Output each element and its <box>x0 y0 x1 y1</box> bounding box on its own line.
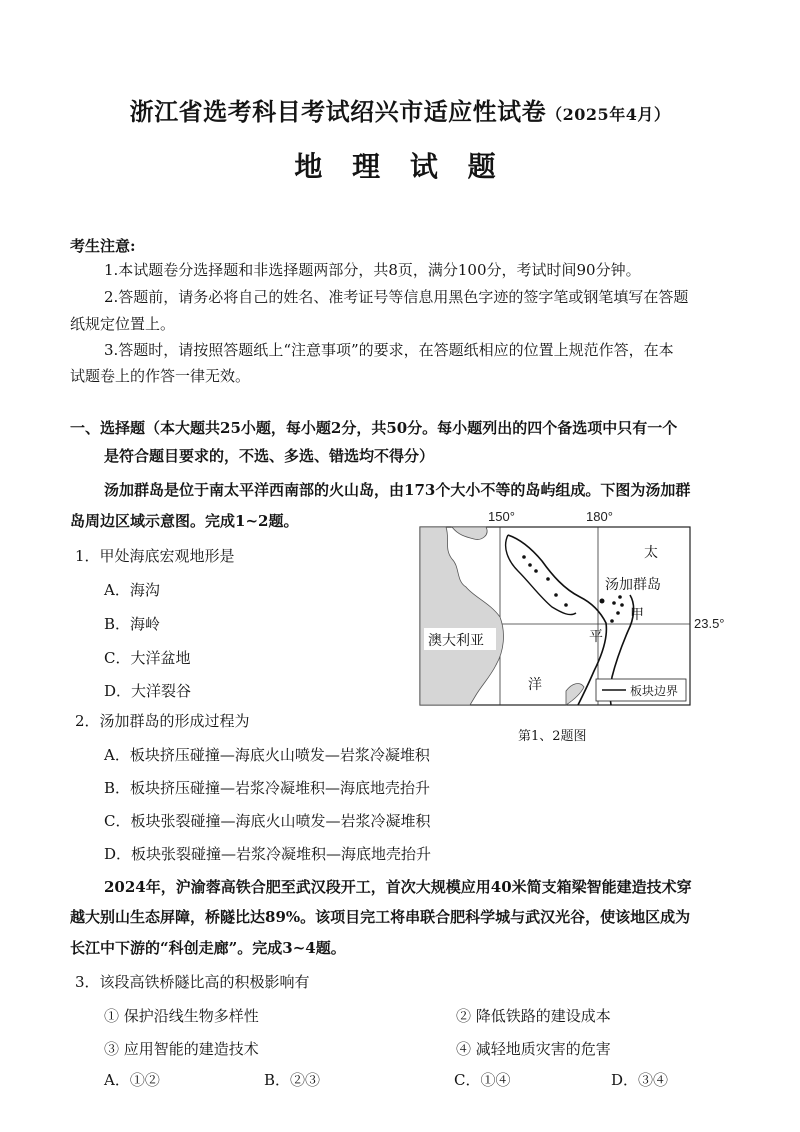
map-label-yang: 洋 <box>528 677 542 693</box>
passage1-line2: 岛周边区域示意图。完成1~2题。 <box>70 512 299 530</box>
notice-item-1: 1.本试题卷分选择题和非选择题两部分，共8页，满分100分，考试时间90分钟。 <box>104 261 641 279</box>
q2-option-d: D．板块张裂碰撞—岩浆冷凝堆积—海底地壳抬升 <box>104 845 432 863</box>
section1-heading-line2: 是符合题目要求的，不选、多选、错选均不得分） <box>104 447 435 465</box>
tonga-region-map <box>416 505 760 745</box>
notice-heading: 考生注意: <box>70 237 136 255</box>
map-label-tai: 太 <box>644 545 658 561</box>
passage1-line1: 汤加群岛是位于南太平洋西南部的火山岛，由173个大小不等的岛屿组成。下图为汤加群 <box>104 481 691 499</box>
island-dot <box>610 619 614 623</box>
map-label-tonga: 汤加群岛 <box>605 577 661 593</box>
q1-option-d: D．大洋裂谷 <box>104 682 192 700</box>
q3-option-a: A．①② <box>104 1071 160 1089</box>
island-dot <box>564 603 568 607</box>
island-dot <box>618 595 622 599</box>
notice-item-2: 2.答题前，请务必将自己的姓名、准考证号等信息用黑色字迹的签字笔或钢笔填写在答题 <box>104 288 689 306</box>
section1-heading-line1: 一、选择题（本大题共25小题，每小题2分，共50分。每小题列出的四个备选项中只有一个 <box>70 419 678 437</box>
passage2-line3: 长江中下游的“科创走廊”。完成3~4题。 <box>70 939 346 957</box>
map-label-australia: 澳大利亚 <box>428 633 484 649</box>
q3-item-2: ② 降低铁路的建设成本 <box>456 1007 611 1025</box>
notice-item-3-cont: 试题卷上的作答一律无效。 <box>70 367 251 385</box>
q3-option-c: C．①④ <box>454 1071 511 1089</box>
island-dot <box>616 611 620 615</box>
q1-option-c: C．大洋盆地 <box>104 649 191 667</box>
q1-stem: 1．甲处海底宏观地形是 <box>75 547 235 565</box>
map-legend-label: 板块边界 <box>630 684 679 698</box>
island-dot <box>546 577 550 581</box>
q3-option-b: B．②③ <box>264 1071 321 1089</box>
notice-item-3: 3.答题时，请按照答题纸上“注意事项”的要求，在答题纸相应的位置上规范作答，在本 <box>104 341 674 359</box>
q2-stem: 2．汤加群岛的形成过程为 <box>75 712 250 730</box>
map-lat-label: 23.5° <box>694 616 725 631</box>
q3-item-1: ① 保护沿线生物多样性 <box>104 1007 259 1025</box>
passage2-line1: 2024年，沪渝蓉高铁合肥至武汉段开工，首次大规模应用40米简支箱梁智能建造技术穿 <box>104 878 692 896</box>
q1-option-b: B．海岭 <box>104 615 161 633</box>
q3-stem: 3．该段高铁桥隧比高的积极影响有 <box>75 973 310 991</box>
notice-item-2-cont: 纸规定位置上。 <box>70 315 176 333</box>
island-dot <box>600 599 605 604</box>
q3-item-3: ③ 应用智能的建造技术 <box>104 1040 259 1058</box>
passage2-line2: 越大别山生态屏障，桥隧比达89%。该项目完工将串联合肥科学城与武汉光谷，使该地区成为 <box>70 908 691 926</box>
island-dot <box>528 563 532 567</box>
subject-title: 地 理 试 题 <box>294 150 506 183</box>
exam-date: （2025年4月） <box>546 105 671 124</box>
exam-title-text: 浙江省选考科目考试绍兴市适应性试卷 <box>129 97 547 126</box>
map-svg <box>416 505 760 745</box>
island-dot <box>612 601 616 605</box>
map-lon-150: 150° <box>488 509 515 524</box>
q2-option-b: B．板块挤压碰撞—岩浆冷凝堆积—海底地壳抬升 <box>104 779 431 797</box>
map-label-jia: 甲 <box>630 607 644 623</box>
island-dot <box>620 603 624 607</box>
q2-option-c: C．板块张裂碰撞—海底火山喷发—岩浆冷凝堆积 <box>104 812 431 830</box>
q3-option-d: D．③④ <box>611 1071 669 1089</box>
island-dot <box>554 593 558 597</box>
exam-title <box>0 92 800 127</box>
island-dot <box>534 569 538 573</box>
q1-option-a: A．海沟 <box>104 581 160 599</box>
island-dot <box>522 555 526 559</box>
q3-item-4: ④ 减轻地质灾害的危害 <box>456 1040 611 1058</box>
map-label-ping: 平 <box>589 629 603 645</box>
q2-option-a: A．板块挤压碰撞—海底火山喷发—岩浆冷凝堆积 <box>104 746 430 764</box>
map-lon-180: 180° <box>586 509 613 524</box>
map-caption: 第1、2题图 <box>518 729 587 744</box>
